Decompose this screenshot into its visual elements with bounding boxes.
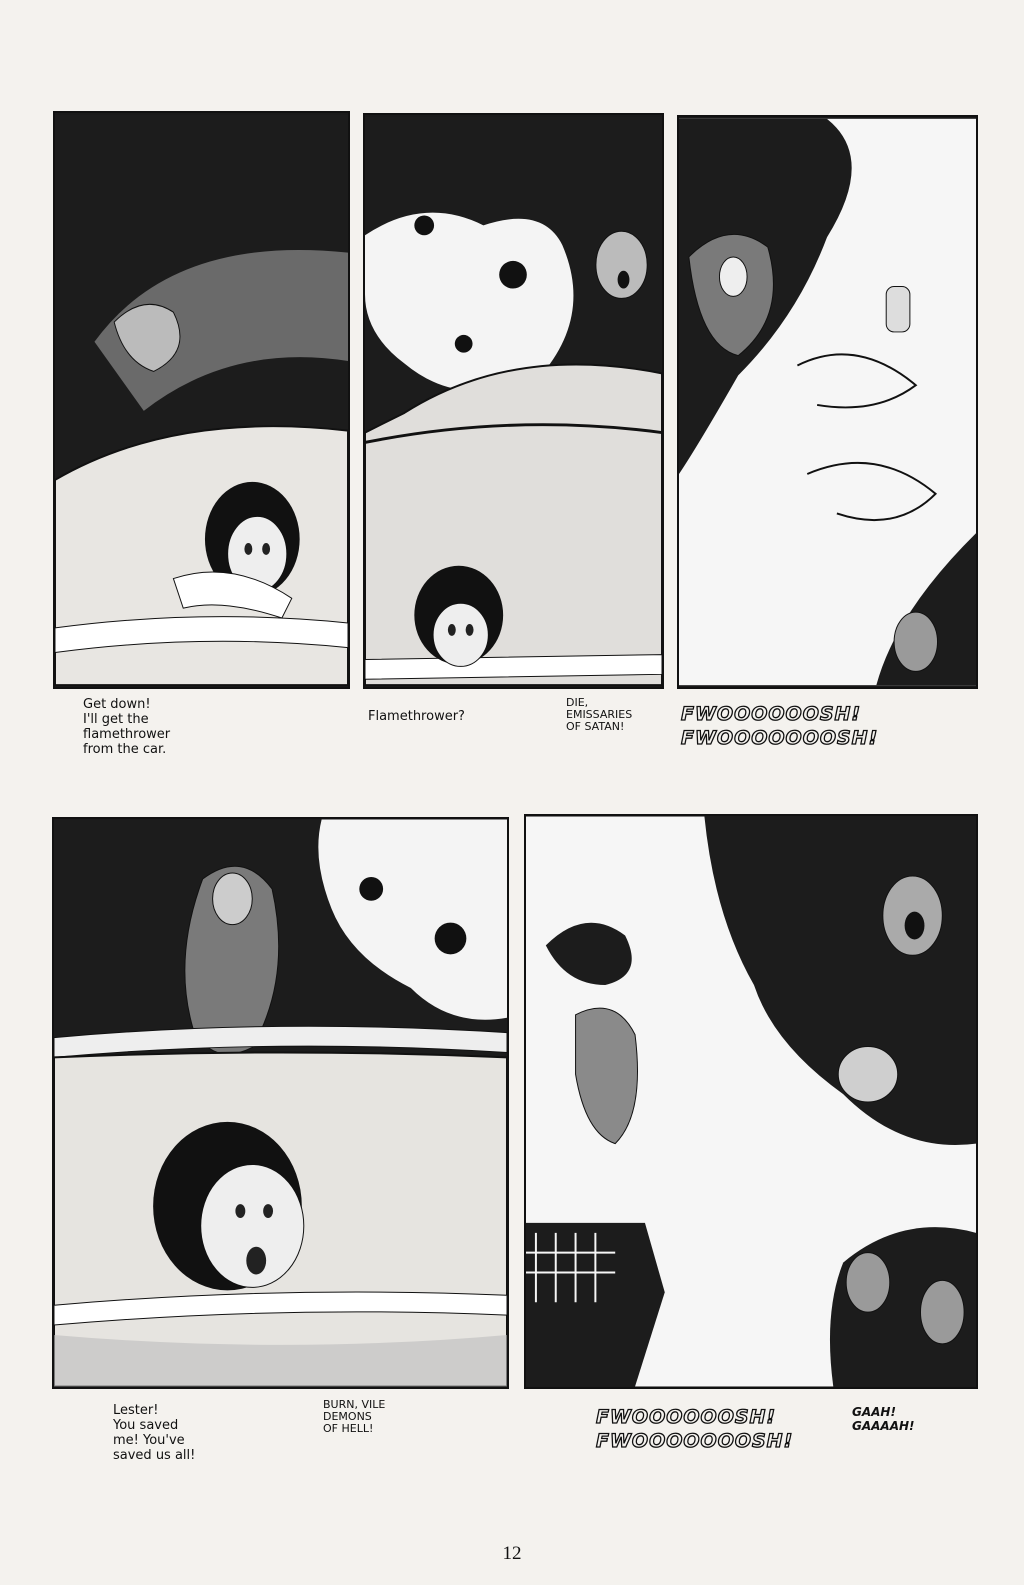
- panel-2-art: [365, 115, 662, 687]
- caption-flamethrower: Flamethrower?: [368, 709, 465, 724]
- comic-panel-5: [524, 814, 978, 1389]
- panel-4-art: [54, 819, 507, 1387]
- caption-die-emissaries: DIE, EMISSARIES OF SATAN!: [566, 696, 633, 733]
- sfx-fwoosh-2: FWOOOOOOSH! FWOOOOOOOSH!: [596, 1406, 794, 1452]
- comic-panel-3: [677, 115, 978, 689]
- caption-lester-saved: Lester! You saved me! You've saved us all!: [113, 1403, 196, 1463]
- sfx-fwoosh-1: FWOOOOOOSH! FWOOOOOOOSH!: [681, 703, 879, 749]
- comic-panel-2: [363, 113, 664, 689]
- panel-5-art: [526, 816, 976, 1387]
- panel-1-art: [55, 113, 348, 687]
- page-number: 12: [502, 1543, 522, 1564]
- caption-get-down: Get down! I'll get the flamethrower from the car.: [83, 697, 171, 757]
- caption-burn-vile-demons: BURN, VILE DEMONS OF HELL!: [323, 1398, 386, 1435]
- caption-gaah: GAAH! GAAAAH!: [852, 1405, 915, 1433]
- comic-panel-1: [53, 111, 350, 689]
- panel-3-art: [679, 117, 976, 687]
- comic-panel-4: [52, 817, 509, 1389]
